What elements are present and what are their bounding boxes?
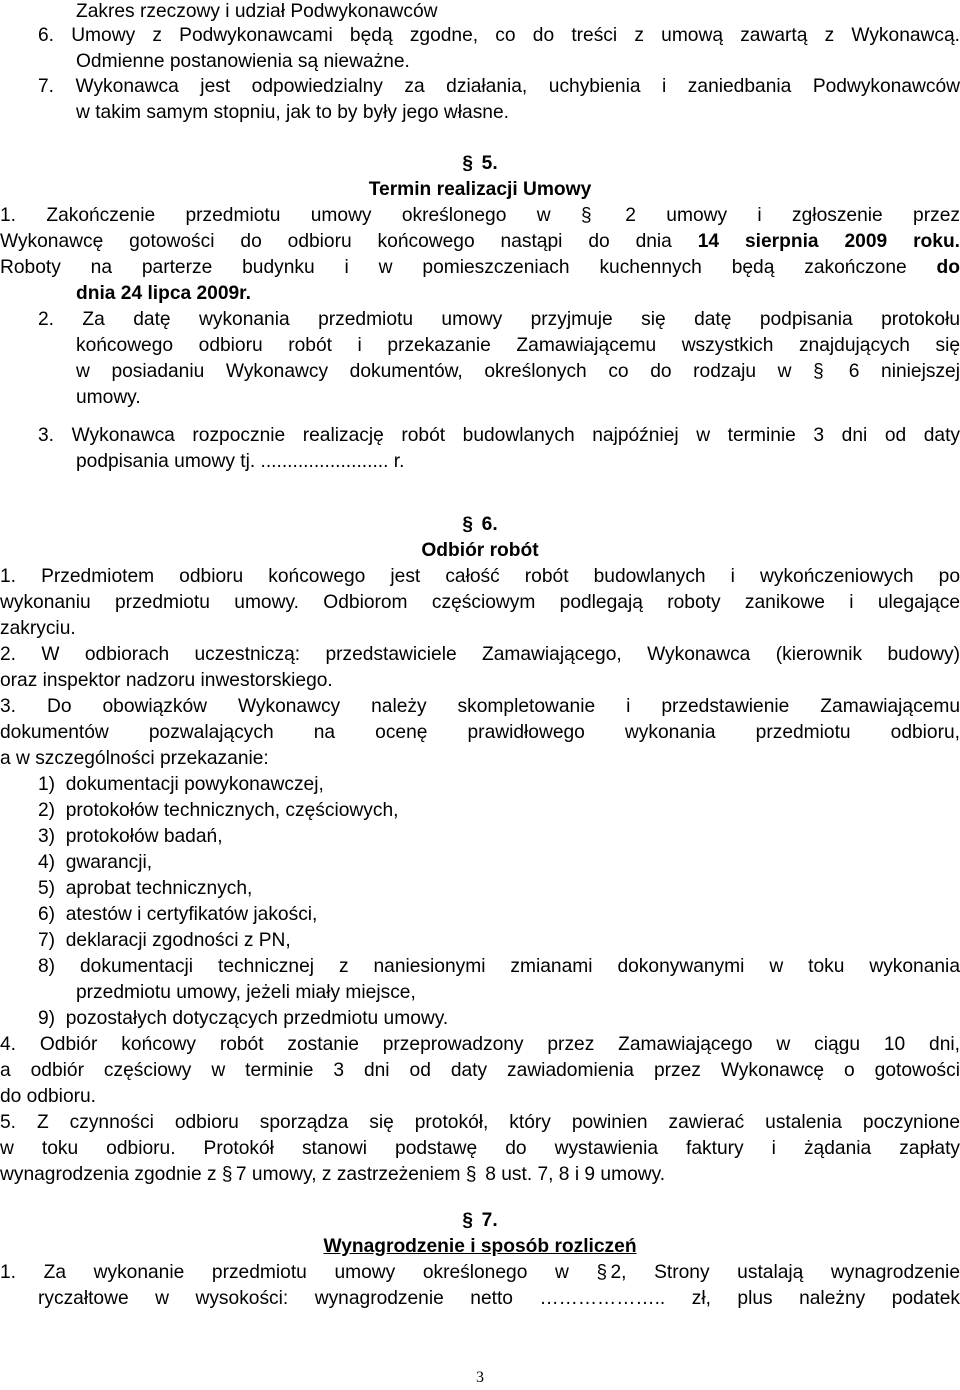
- section-5-number: § 5.: [0, 151, 960, 177]
- section-7-title: Wynagrodzenie i sposób rozliczeń: [323, 1236, 637, 1257]
- section-sign-icon: [813, 359, 827, 385]
- text-line: 2. W odbiorach uczestniczą: przedstawiciele Zamawiającego, Wykonawca (kierownik budowy): [0, 644, 960, 665]
- text-line: w toku odbioru. Protokół stanowi podstawę do wystawienia faktury i żądania zapłaty: [0, 1138, 960, 1159]
- section-sign-icon: [462, 512, 476, 538]
- text-line: Wykonawcę gotowości do odbioru końcowego nastąpi do dnia 14 sierpnia 2009 roku.: [0, 231, 960, 252]
- text-line: 5. Z czynności odbioru sporządza się protokół, który powinien zawierać ustalenia poczynione: [0, 1112, 960, 1133]
- list-item: 1) dokumentacji powykonawczej,: [38, 774, 324, 795]
- section-5-title: Termin realizacji Umowy: [368, 179, 592, 200]
- text-line: 1. Przedmiotem odbioru końcowego jest całość robót budowlanych i wykończeniowych po: [0, 566, 960, 587]
- list-item-continuation: przedmiotu umowy, jeżeli miały miejsce,: [76, 982, 416, 1003]
- section-6-number: § 6.: [0, 512, 960, 538]
- paragraph-7: 7. Wykonawca jest odpowiedzialny za działania, uchybienia i zaniedbania Podwykonawców: [38, 76, 960, 97]
- section-sign-icon: [466, 1162, 480, 1188]
- text-line: Odmienne postanowienia są nieważne.: [76, 51, 410, 72]
- section-sign-icon: [462, 151, 476, 177]
- list-item: 7) deklaracji zgodności z PN,: [38, 930, 291, 951]
- text-line: 3. Do obowiązków Wykonawcy należy skompletowanie i przedstawienie Zamawiającemu: [0, 696, 960, 717]
- text-line: wykonaniu przedmiotu umowy. Odbiorom częściowym podlegają roboty zanikowe i ulegające: [0, 592, 960, 613]
- list-item: 4) gwarancji,: [38, 852, 153, 873]
- text-line: oraz inspektor nadzoru inwestorskiego.: [0, 670, 333, 691]
- text-line: ryczałtowe w wysokości: wynagrodzenie netto ……………….. zł, plus należny podatek: [38, 1288, 960, 1309]
- text-line: do odbioru.: [0, 1086, 97, 1107]
- section-sign-icon: [581, 203, 595, 229]
- text-line: 1. Za wykonanie przedmiotu umowy określonego w § 2, Strony ustalają wynagrodzenie: [0, 1260, 960, 1286]
- list-item: 3) protokołów badań,: [38, 826, 223, 847]
- text-line: podpisania umowy tj. ........................ r.: [76, 451, 405, 472]
- page-number: 3: [476, 1369, 484, 1386]
- text-line: końcowego odbioru robót i przekazanie Zamawiającemu wszystkich znajdujących się: [76, 335, 960, 356]
- text-line: 3. Wykonawca rozpocznie realizację robót budowlanych najpóźniej w terminie 3 dni od daty: [38, 425, 960, 446]
- text-line: Roboty na parterze budynku i w pomieszczeniach kuchennych będą zakończone do: [0, 257, 960, 278]
- text-line: w takim samym stopniu, jak to by były jego własne.: [76, 102, 509, 123]
- text-line: 4. Odbiór końcowy robót zostanie przeprowadzony przez Zamawiającego w ciągu 10 dni,: [0, 1034, 960, 1055]
- text-line: zakryciu.: [0, 618, 76, 639]
- text-line: wynagrodzenia zgodnie z § 7 umowy, z zastrzeżeniem § 8 ust. 7, 8 i 9 umowy.: [0, 1162, 665, 1188]
- text-line: a odbiór częściowy w terminie 3 dni od daty zawiadomienia przez Wykonawcę o gotowości: [0, 1060, 960, 1081]
- list-item: 5) aprobat technicznych,: [38, 878, 253, 899]
- list-item: 9) pozostałych dotyczących przedmiotu umowy.: [38, 1008, 449, 1029]
- list-item: 6) atestów i certyfikatów jakości,: [38, 904, 318, 925]
- section-sign-icon: [222, 1162, 236, 1188]
- text-line: Zakres rzeczowy i udział Podwykonawców: [76, 1, 438, 22]
- text-line: w posiadaniu Wykonawcy dokumentów, określonych co do rodzaju w § 6 niniejszej: [76, 359, 960, 385]
- text-line: umowy.: [76, 387, 141, 408]
- text-line: a w szczególności przekazanie:: [0, 748, 269, 769]
- list-item: 2) protokołów technicznych, częściowych,: [38, 800, 399, 821]
- paragraph-6: 6. Umowy z Podwykonawcami będą zgodne, co do treści z umową zawartą z Wykonawcą.: [38, 25, 960, 46]
- text-line: 2. Za datę wykonania przedmiotu umowy przyjmuje się datę podpisania protokołu: [38, 309, 960, 330]
- section-7-number: § 7.: [0, 1208, 960, 1234]
- section-6-title: Odbiór robót: [421, 540, 539, 561]
- text-line: dokumentów pozwalających na ocenę prawidłowego wykonania przedmiotu odbioru,: [0, 722, 960, 743]
- section-sign-icon: [596, 1260, 610, 1286]
- text-line: 1. Zakończenie przedmiotu umowy określonego w § 2 umowy i zgłoszenie przez: [0, 203, 960, 229]
- text-line: dnia 24 lipca 2009r.: [76, 283, 251, 304]
- list-item: 8) dokumentacji technicznej z naniesionymi zmianami dokonywanymi w toku wykonania: [38, 956, 960, 977]
- section-sign-icon: [462, 1208, 476, 1234]
